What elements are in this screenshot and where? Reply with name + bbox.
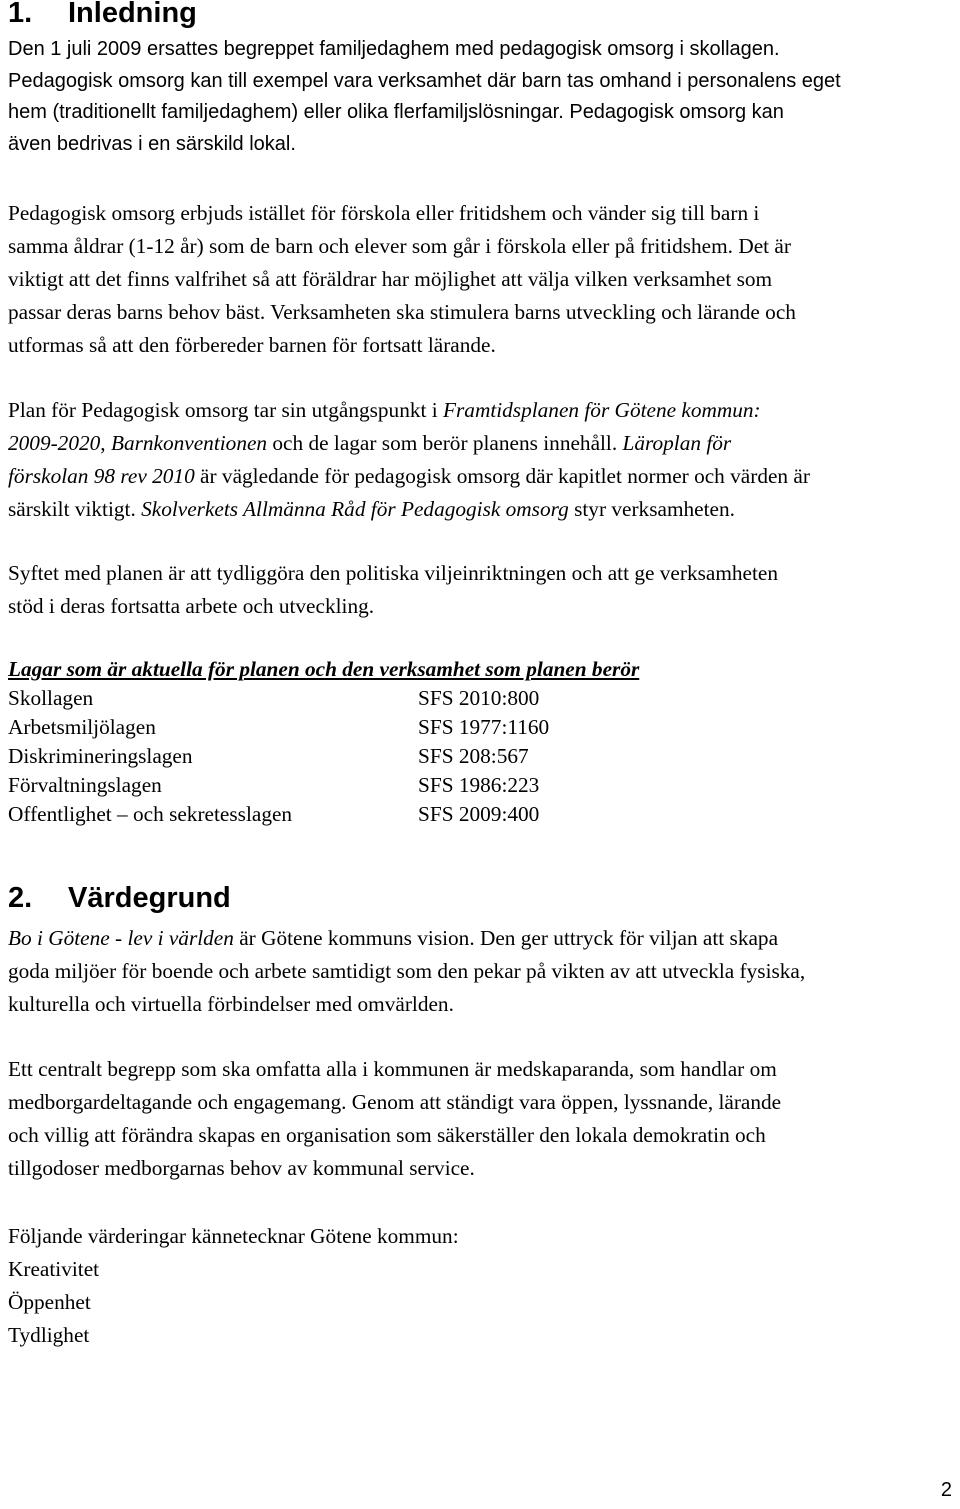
text-line: Pedagogisk omsorg erbjuds istället för förskola eller fritidshem och vänder sig till barn i <box>8 201 760 225</box>
values-intro: Följande värderingar kännetecknar Götene kommun: <box>8 1224 459 1248</box>
law-row <box>8 742 549 771</box>
page-number: 2 <box>940 1479 952 1501</box>
law-name: Förvaltningslagen <box>8 773 162 797</box>
values-section <box>8 1220 459 1352</box>
laws-heading: Lagar som är aktuella för planen och den verksamhet som planen berör <box>8 657 640 681</box>
text-line: medborgardeltagande och engagemang. Genom att ständigt vara öppen, lyssnande, lärande <box>8 1090 782 1114</box>
law-sfs-number: SFS 2010:800 <box>418 686 540 710</box>
text-line <box>8 427 953 460</box>
text-run: , <box>100 431 111 455</box>
text-line: och villig att förändra skapas en organisation som säkerställer den lokala demokratin och <box>8 1123 766 1147</box>
document-reference: Barnkonventionen <box>110 431 268 455</box>
law-sfs-number: SFS 1986:223 <box>418 773 540 797</box>
section-heading-inledning <box>8 0 197 28</box>
text-line: utformas så att den förbereder barnen för fortsatt lärande. <box>8 333 496 357</box>
text-line <box>8 493 953 526</box>
text-run: Plan för Pedagogisk omsorg tar sin utgångspunkt i <box>8 398 443 422</box>
text-run: styr verksamheten. <box>568 497 735 521</box>
laws-table <box>8 684 549 829</box>
text-line: Syftet med planen är att tydliggöra den politiska viljeinriktningen och att ge verksamheten <box>8 561 779 585</box>
law-name: Diskrimineringslagen <box>8 744 193 768</box>
text-line: hem (traditionellt familjedaghem) eller olika flerfamiljslösningar. Pedagogisk omsorg kan <box>8 101 784 123</box>
text-line: även bedrivas i en särskild lokal. <box>8 132 296 155</box>
text-line: goda miljöer för boende och arbete samtidigt som den pekar på vikten av att utveckla fysiska, <box>8 959 806 983</box>
law-name: Skollagen <box>8 686 94 710</box>
value-item: Tydlighet <box>8 1323 90 1347</box>
law-row <box>8 713 549 742</box>
law-row <box>8 800 549 829</box>
vision-quote: Bo i Götene - lev i världen <box>8 926 234 950</box>
text-line: viktigt att det finns valfrihet så att föräldrar har möjlighet att välja vilken verksamhet som <box>8 267 773 291</box>
law-row <box>8 684 549 713</box>
law-name: Offentlighet – och sekretesslagen <box>8 802 293 826</box>
law-sfs-number: SFS 2009:400 <box>418 802 540 826</box>
text-line: Ett centralt begrepp som ska omfatta alla i kommunen är medskaparanda, som handlar om <box>8 1057 777 1081</box>
text-line: samma åldrar (1-12 år) som de barn och elever som går i förskola eller på fritidshem. Det är <box>8 234 791 258</box>
paragraph-plan-references <box>8 394 953 526</box>
document-reference: Framtidsplanen för Götene kommun: <box>443 398 761 422</box>
section-title: Inledning <box>68 0 197 29</box>
text-line: stöd i deras fortsatta arbete och utveckling. <box>8 594 375 618</box>
text-line: Den 1 juli 2009 ersattes begreppet familjedaghem med pedagogisk omsorg i skollagen. <box>8 38 780 60</box>
value-item: Öppenhet <box>8 1290 91 1314</box>
document-reference: förskolan 98 rev 2010 <box>8 464 195 488</box>
text-line <box>8 460 953 493</box>
law-row <box>8 771 549 800</box>
section-number: 1. <box>8 0 33 29</box>
paragraph-vision <box>8 922 953 1021</box>
document-reference: 2009-2020 <box>8 431 101 455</box>
document-reference: Skolverkets Allmänna Råd för Pedagogisk omsorg <box>141 497 569 521</box>
text-run: och de lagar som berör planens innehåll. <box>267 431 623 455</box>
value-item: Kreativitet <box>8 1257 100 1281</box>
text-run: är Götene kommuns vision. Den ger uttryck för viljan att skapa <box>233 926 779 950</box>
law-sfs-number: SFS 1977:1160 <box>418 715 550 739</box>
law-name: Arbetsmiljölagen <box>8 715 156 739</box>
text-line: kulturella och virtuella förbindelser med omvärlden. <box>8 992 454 1016</box>
text-line: passar deras barns behov bäst. Verksamheten ska stimulera barns utveckling och lärande och <box>8 300 796 324</box>
section-title: Värdegrund <box>68 882 231 914</box>
paragraph-medskaparanda <box>8 1053 953 1185</box>
paragraph-syftet <box>8 557 953 623</box>
section-number: 2. <box>8 882 33 914</box>
intro-paragraph <box>8 34 953 160</box>
text-line: tillgodoser medborgarnas behov av kommunal service. <box>8 1156 475 1180</box>
text-line <box>8 394 953 427</box>
text-line: Pedagogisk omsorg kan till exempel vara verksamhet där barn tas omhand i personalens eget <box>8 69 841 92</box>
law-sfs-number: SFS 208:567 <box>418 744 529 768</box>
section-heading-vardegrund <box>8 883 231 913</box>
text-line <box>8 922 953 955</box>
text-run: särskilt viktigt. <box>8 497 142 521</box>
text-run: är vägledande för pedagogisk omsorg där kapitlet normer och värden är <box>194 464 810 488</box>
document-reference: Läroplan för <box>622 431 732 455</box>
paragraph-pedagogisk-omsorg <box>8 197 953 362</box>
